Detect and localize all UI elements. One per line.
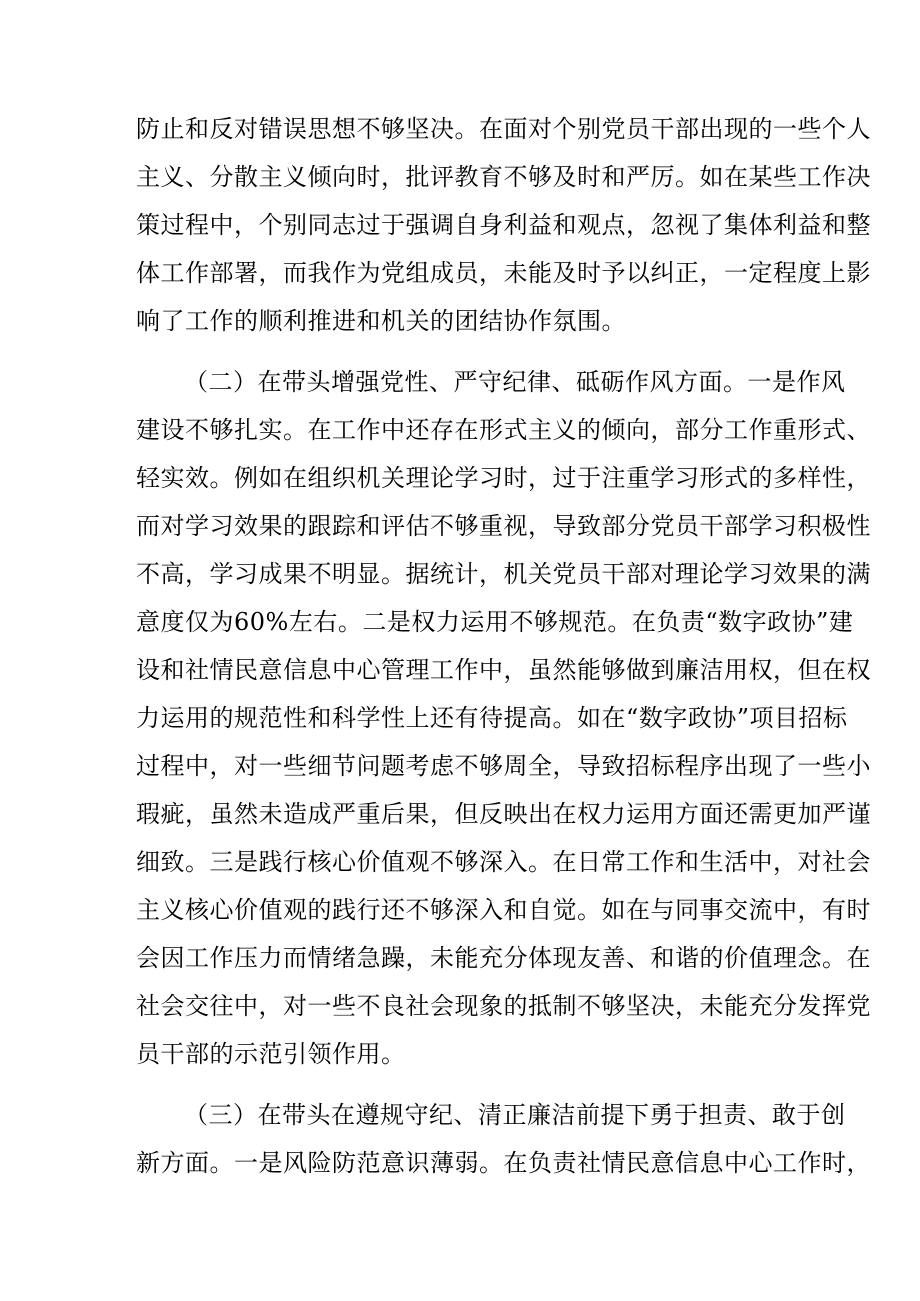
text-line: 不高，学习成果不明显。据统计，机关党员干部对理论学习效果的满 [136, 560, 871, 588]
text-line: 而对学习效果的跟踪和评估不够重视，导致部分党员干部学习积极性 [136, 512, 871, 540]
text-line: 体工作部署，而我作为党组成员，未能及时予以纠正，一定程度上影 [136, 259, 871, 287]
text-line: 轻实效。例如在组织机关理论学习时，过于注重学习形式的多样性， [136, 464, 871, 492]
paragraph-spacer [136, 1078, 784, 1091]
text-line: 响了工作的顺利推进和机关的团结协作氛围。 [136, 307, 626, 335]
text-line: 会因工作压力而情绪急躁，未能充分体现友善、和谐的价值理念。在 [136, 944, 871, 972]
paragraph [88, 358, 871, 1078]
text-line: 策过程中，个别同志过于强调自身利益和观点，忽视了集体利益和整 [136, 211, 871, 239]
text-line: （二）在带头增强党性、严守纪律、砥砺作风方面。一是作风 [184, 368, 846, 396]
paragraph-spacer [136, 345, 784, 358]
text-line: 意度仅为60%左右。二是权力运用不够规范。在负责“数字政协”建 [136, 608, 854, 636]
text-line: 过程中，对一些细节问题考虑不够周全，导致招标程序出现了一些小 [136, 752, 871, 780]
text-line: （三）在带头在遵规守纪、清正廉洁前提下勇于担责、敢于创 [184, 1101, 846, 1129]
paragraph [136, 105, 871, 345]
text-line: 员干部的示范引领作用。 [136, 1040, 406, 1068]
text-line: 新方面。一是风险防范意识薄弱。在负责社情民意信息中心工作时， [136, 1149, 871, 1177]
text-line: 防止和反对错误思想不够坚决。在面对个别党员干部出现的一些个人 [136, 115, 871, 143]
text-line: 主义、分散主义倾向时，批评教育不够及时和严厉。如在某些工作决 [136, 163, 871, 191]
text-line: 力运用的规范性和科学性上还有待提高。如在“数字政协”项目招标 [136, 704, 848, 732]
text-line: 社会交往中，对一些不良社会现象的抵制不够坚决，未能充分发挥党 [136, 992, 871, 1020]
text-line: 建设不够扎实。在工作中还存在形式主义的倾向，部分工作重形式、 [136, 416, 871, 444]
paragraph [88, 1091, 871, 1187]
text-line: 瑕疵，虽然未造成严重后果，但反映出在权力运用方面还需更加严谨 [136, 800, 871, 828]
document-body [136, 105, 871, 1187]
text-line: 主义核心价值观的践行还不够深入和自觉。如在与同事交流中，有时 [136, 896, 871, 924]
text-line: 设和社情民意信息中心管理工作中，虽然能够做到廉洁用权，但在权 [136, 656, 871, 684]
text-line: 细致。三是践行核心价值观不够深入。在日常工作和生活中，对社会 [136, 848, 871, 876]
